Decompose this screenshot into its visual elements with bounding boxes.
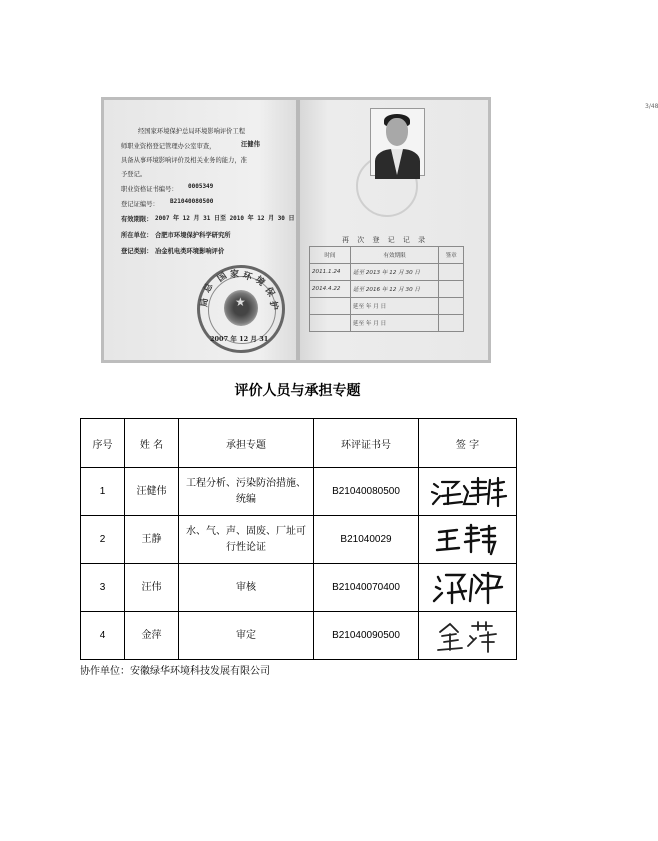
row-cert-no: B21040080500 — [314, 468, 419, 516]
row-signature — [419, 612, 517, 660]
row-topic: 审核 — [179, 564, 314, 612]
row-signature — [419, 516, 517, 564]
row-name: 汪伟 — [125, 564, 179, 612]
reg-row-period: 延至 年 月 日 — [350, 298, 438, 315]
reg-row-period: 延至 2013 年 12 月 30 日 — [350, 264, 438, 281]
collaborating-unit: 协作单位：安徽绿华环境科技发展有限公司 — [80, 666, 270, 677]
header-name: 姓 名 — [125, 419, 179, 468]
unit-label: 所在单位： — [121, 232, 153, 239]
section-title: 评价人员与承担专题 — [234, 383, 361, 399]
cert-line-1: 经国家环境保护总局环境影响评价工程 — [138, 128, 246, 135]
reg-header-stamp: 签章 — [439, 247, 464, 264]
header-number: 序号 — [81, 419, 125, 468]
row-name: 王静 — [125, 516, 179, 564]
reg-header-period: 有效期限 — [350, 247, 438, 264]
handwritten-signature — [428, 474, 508, 510]
table-row — [81, 516, 517, 564]
header-cert-no: 环评证书号 — [314, 419, 419, 468]
row-signature — [419, 564, 517, 612]
handwritten-signature — [433, 522, 503, 558]
row-number: 1 — [81, 468, 125, 516]
row-topic: 工程分析、污染防治措施、统编 — [179, 468, 314, 516]
reg-header-time: 时间 — [310, 247, 351, 264]
row-topic: 审定 — [179, 612, 314, 660]
certificate-photo — [101, 97, 658, 363]
row-name: 汪健伟 — [125, 468, 179, 516]
cert-holder-name: 汪健伟 — [241, 141, 260, 148]
cert-line-4: 予登记。 — [121, 171, 147, 178]
reg-row-time: 2011.1.24 — [310, 264, 351, 281]
validity: 2007 年 12 月 31 日至 2010 年 12 月 30 日 — [155, 215, 295, 222]
cert-line-3: 具备从事环境影响评价及相关业务的能力，准 — [121, 157, 247, 164]
reg-row-time: 2014.4.22 — [310, 281, 351, 298]
row-topic: 水、气、声、固废、厂址可行性论证 — [179, 516, 314, 564]
row-signature — [419, 468, 517, 516]
staff-table — [80, 418, 517, 660]
category-label: 登记类别： — [121, 248, 153, 255]
holder-portrait — [370, 108, 425, 176]
table-row — [81, 612, 517, 660]
reg-row-period: 延至 年 月 日 — [350, 315, 438, 332]
table-header-row — [81, 419, 517, 468]
certificate-left-page — [104, 100, 297, 360]
validity-label: 有效期限： — [121, 216, 153, 223]
table-row — [81, 564, 517, 612]
row-number: 2 — [81, 516, 125, 564]
reg-row-time — [310, 298, 351, 315]
row-cert-no: B21040029 — [314, 516, 419, 564]
row-cert-no: B21040090500 — [314, 612, 419, 660]
reg-row-time — [310, 315, 351, 332]
national-emblem-icon: ★ — [224, 290, 258, 326]
category: 冶金机电类环境影响评价 — [155, 248, 225, 255]
row-cert-no: B21040070400 — [314, 564, 419, 612]
qualification-no: 0005349 — [188, 183, 214, 190]
unit: 合肥市环境保护科学研究所 — [155, 232, 231, 239]
page-number: 3/48 — [645, 103, 658, 110]
registration-no-label: 登记证编号： — [121, 201, 159, 208]
cert-line-2: 师职业资格登记管理办公室审查， — [121, 143, 216, 150]
seal-date: 2007 年 12 月 31 — [210, 335, 269, 343]
reg-row-period: 延至 2016 年 12 月 30 日 — [350, 281, 438, 298]
table-row — [81, 468, 517, 516]
handwritten-signature — [430, 569, 506, 607]
header-signature: 签 字 — [419, 419, 517, 468]
qualification-no-label: 职业资格证书编号： — [121, 186, 178, 193]
reregistration-title: 再 次 登 记 记 录 — [342, 236, 429, 244]
official-seal: ★ 国 家 环 境 保 护 总 局 — [197, 265, 285, 353]
reregistration-table — [309, 246, 464, 332]
row-name: 金萍 — [125, 612, 179, 660]
row-number: 4 — [81, 612, 125, 660]
handwritten-signature — [430, 618, 506, 654]
registration-no: B21040080500 — [170, 198, 214, 205]
header-topic: 承担专题 — [179, 419, 314, 468]
row-number: 3 — [81, 564, 125, 612]
